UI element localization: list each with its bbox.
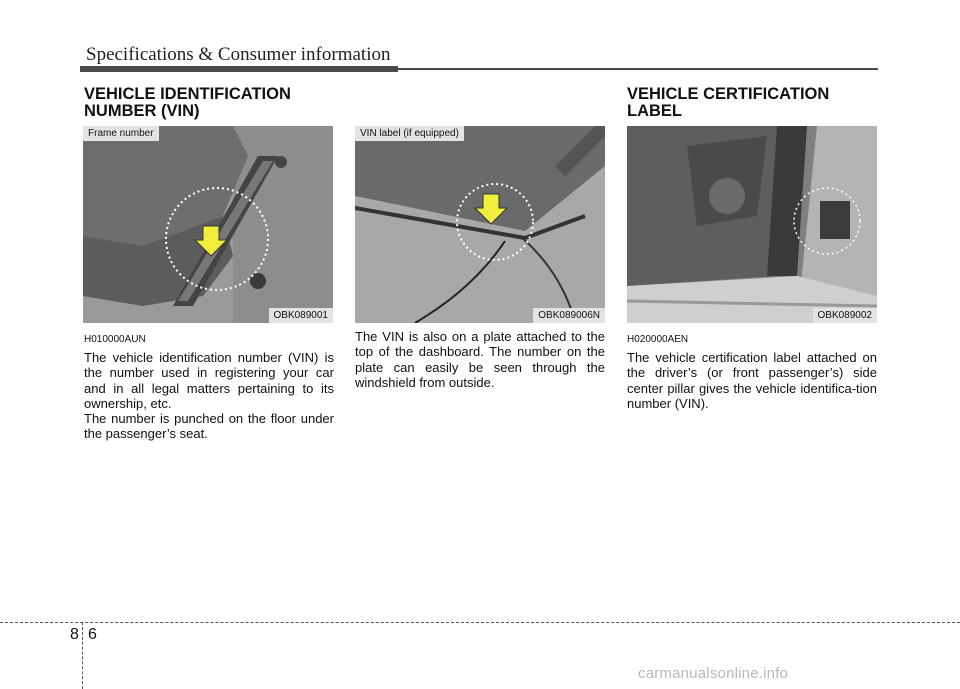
- cert-heading-line1: VEHICLE CERTIFICATION: [627, 85, 830, 103]
- page-number: 6: [88, 626, 97, 643]
- figure1-label: Frame number: [83, 126, 159, 141]
- frame-number-illustration: [83, 126, 333, 323]
- vin-paragraph-3: The VIN is also on a plate attached to the top of the dashboard. The number on the plate can easily be seen through the windshield from outside.: [355, 329, 605, 390]
- cert-heading-line2: LABEL: [627, 102, 682, 120]
- vin-heading: [84, 86, 291, 120]
- vin-heading-line2: NUMBER (VIN): [84, 102, 200, 120]
- cert-paragraph-1: The vehicle certification label attached on the driver’s (or front passenger’s) side center pillar gives the vehicle identifica-tion number (VIN).: [627, 350, 877, 411]
- watermark[interactable]: carmanualsonline.info: [638, 665, 789, 682]
- cert-label-illustration: [627, 126, 877, 323]
- header-rule-thin: [398, 68, 878, 70]
- figure3-code: OBK089002: [813, 308, 878, 323]
- cert-doc-code: H020000AEN: [627, 334, 689, 345]
- header-rule-thick: [80, 66, 398, 72]
- figure2-label: VIN label (if equipped): [355, 126, 464, 141]
- vin-paragraph-2: The number is punched on the floor under the passenger’s seat.: [84, 411, 334, 442]
- figure1-code: OBK089001: [269, 308, 334, 323]
- figure-frame-number: [83, 126, 333, 323]
- header-title: Specifications & Consumer information: [86, 44, 391, 65]
- figure-vin-label: [355, 126, 605, 323]
- vin-doc-code: H010000AUN: [84, 334, 146, 345]
- cert-heading: [627, 86, 829, 120]
- vin-paragraph-1: The vehicle identification number (VIN) is the number used in registering your car and in all legal matters pertaining to its ownership, etc.: [84, 350, 334, 411]
- chapter-number: 8: [70, 626, 79, 643]
- footer-dashed-divider: [82, 622, 83, 689]
- footer-dashed-rule: [0, 622, 960, 623]
- vin-heading-line1: VEHICLE IDENTIFICATION: [84, 85, 291, 103]
- figure-cert-label: [627, 126, 877, 323]
- vin-label-illustration: [355, 126, 605, 323]
- figure2-code: OBK089006N: [533, 308, 605, 323]
